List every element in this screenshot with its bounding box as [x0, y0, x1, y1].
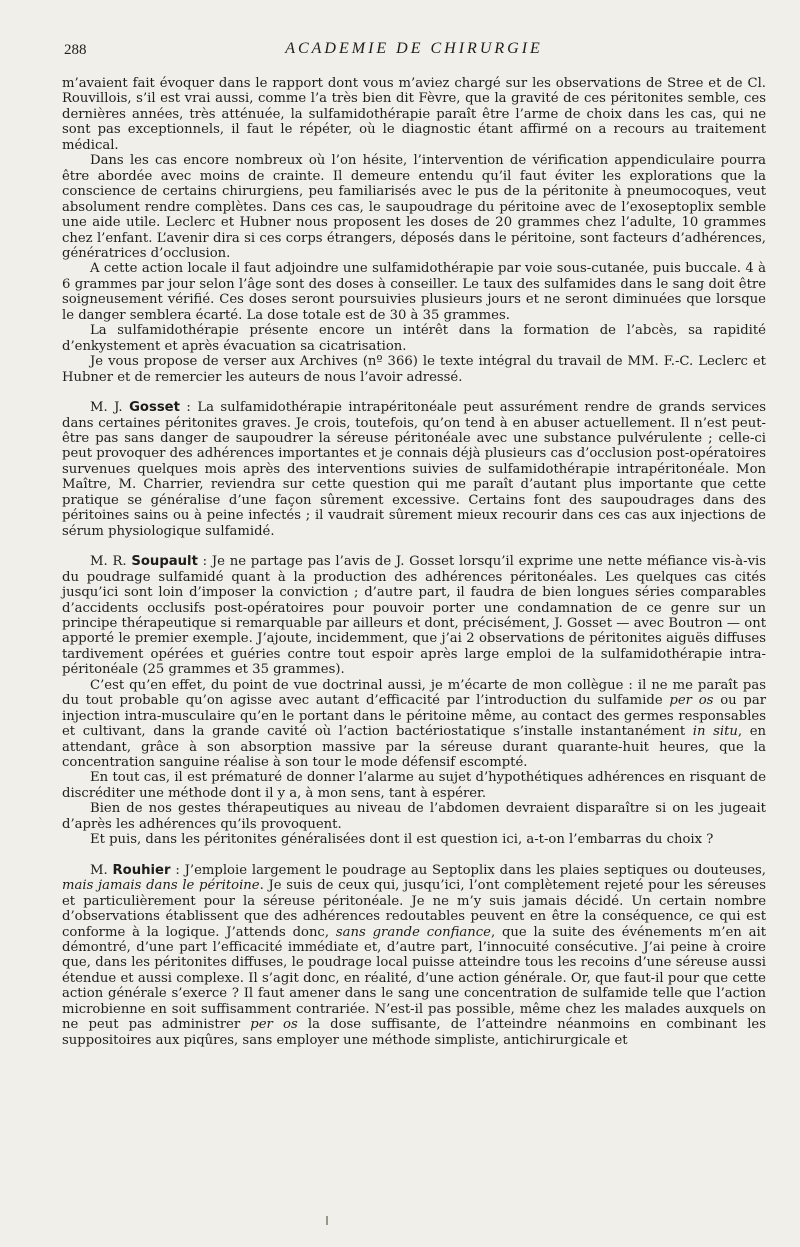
paragraph: [62, 678, 766, 771]
paragraph: Dans les cas encore nombreux où l’on hésite, l’intervention de vérification appendiculaire pourra être abordée avec moins de crainte. Il demeure entendu qu’il faut éviter les explorations que la conscience de certains chirurgiens, peu familiarisés avec le pus de la péritonite à pneumocoques, veut absolument rendre complètes. Dans ces cas, le saupoudrage du péritoine avec de l’exoseptoplix semble une aide utile. Leclerc et Hubner nous proposent les doses de 20 grammes chez l’adulte, 10 grammes chez l’enfant. L’avenir dira si ces corps étrangers, déposés dans le péritoine, sont facteurs d’adhérences, génératrices d’occlusion.: [62, 153, 766, 261]
text-run: ou par injection intra-musculaire qu’en le portant dans le péritoine même, au contact des germes responsables et cultivant, dans la grande cavité où l’action bactériostatique s’installe instantanément: [62, 693, 766, 740]
intervention-text: : La sulfamidothérapie intrapéritonéale peut assurément rendre de grands services dans certaines péritonites graves. Je crois, toutefois, qu’on tend à en abuser actuellement. Il n’est peut-être pas sans danger de saupoudrer la séreuse péritonéale avec une substance pulvérulente ; celle-ci peut provoquer des adhérences importantes et je connais déjà plusieurs cas d’occlusion post-opératoires survenues quelques mois après des interventions suivies de sulfamidothérapie intrapéritonéale. Mon Maître, M. Charrier, reviendra sur cette question qui me paraît d’autant plus importante que cette pratique se généralise d’une façon sûrement excessive. Certains font des saupoudrages dans des péritoines sains ou à peine infectés ; il vaudrait sûrement mieux recourir dans ces cas aux injections de sérum physiologique sulfamidé.: [62, 400, 766, 539]
speaker-prefix: M. R.: [90, 554, 132, 570]
text-run: . Je suis de ceux qui, jusqu’ici, l’ont complètement rejeté pour les séreuses et particulièrement pour la séreuse péritonéale. Je ne m’y suis jamais décidé. Un certain nombre d’observations établissent que des adhérences redoutables peuvent en être la conséquence, ce qui est conforme à la logique. J’attends donc,: [62, 878, 766, 940]
journal-title: ACADEMIE DE CHIRURGIE: [285, 40, 543, 57]
text-run: C’est qu’en effet, du point de vue doctrinal aussi, je m’écarte de mon collègue : il ne me paraît pas du tout probable qu’on agisse avec autant d’efficacité par l’introduction du sulfamide: [62, 677, 766, 709]
paragraph-continued: m’avaient fait évoquer dans le rapport dont vous m’aviez chargé sur les observations de Stree et de Cl. Rouvillois, s’il est vrai aussi, comme l’a très bien dit Fèvre, que la gravité de ces péritonites semble, ces dernières années, très atténuée, la sulfamidothérapie paraît être l’arme de choix dans les cas, qui ne sont pas exceptionnels, il faut le répéter, où le diagnostic étant affirmé on a recours au traitement médical.: [62, 76, 766, 153]
paragraph: A cette action locale il faut adjoindre une sulfamidothérapie par voie sous-cutanée, puis buccale. 4 à 6 grammes par jour selon l’âge sont des doses à conseiller. Le taux des sulfamides dans le sang doit être soigneusement vérifié. Ces doses seront poursuivies plusieurs jours et ne seront diminuées que lorsque le danger semblera écarté. La dose totale est de 30 à 35 grammes.: [62, 261, 766, 323]
text-run: : J’emploie largement le poudrage au Septoplix dans les plaies septiques ou douteuses,: [170, 862, 766, 878]
running-head: [64, 40, 764, 62]
italic-run: per os: [250, 1017, 298, 1033]
paragraph: Je vous propose de verser aux Archives (nº 366) le texte intégral du travail de MM. F.-C. Leclerc et Hubner et de remercier les auteurs de nous l’avoir adressé.: [62, 354, 766, 385]
page-number: 288: [64, 42, 87, 58]
text-run: la dose suffisante, de l’atteindre néanmoins en combinant les suppositoires aux piqûres, sans employer une méthode simpliste, antichirurgicale et: [62, 1017, 767, 1048]
speaker-prefix: M.: [90, 862, 113, 878]
italic-run: in situ: [692, 724, 738, 740]
speaker-name: Soupault: [131, 554, 198, 570]
paragraph: Et puis, dans les péritonites généralisées dont il est question ici, a-t-on l’embarras du choix ?: [90, 832, 714, 848]
intervention-gosset: [62, 400, 766, 539]
speaker-name: Gosset: [129, 400, 180, 416]
text-run: , en attendant, grâce à son absorption massive par la séreuse durant quarante-huit heures, que la concentration sanguine réalise à son tour le mode défensif escompté.: [62, 724, 767, 771]
text-run: , que la suite des événements m’en ait démontré, d’une part l’efficacité immédiate et, d’autre part, l’innocuité consécutive. J’ai peine à croire que, dans les péritonites diffuses, le poudrage local puisse atteindre tous les recoins d’une séreuse aussi étendue et aussi complexe. Il s’agit donc, en réalité, d’une action générale. Or, que faut-il pour que cette action générale s’exerce ? Il faut amener dans le sang une concentration de sulfamide telle que l’action microbienne en soit suffisamment contrariée. N’est-il pas possible, même chez les malades auxquels on ne peut pas administrer: [62, 924, 766, 1033]
print-mark: [326, 1216, 328, 1225]
italic-run: sans grande confiance: [335, 924, 491, 940]
intervention-soupault: [62, 554, 766, 678]
paragraph: La sulfamidothérapie présente encore un intérêt dans la formation de l’abcès, sa rapidité d’enkystement et après évacuation sa cicatrisation.: [62, 323, 766, 354]
paragraph: En tout cas, il est prématuré de donner l’alarme au sujet d’hypothétiques adhérences en risquant de discréditer une méthode dont il y a, à mon sens, tant à espérer.: [62, 770, 766, 801]
speaker-name: Rouhier: [112, 862, 171, 878]
intervention-rouhier: [62, 863, 766, 1048]
intervention-text: : Je ne partage pas l’avis de J. Gosset lorsqu’il exprime une nette méfiance vis-à-vis du poudrage sulfamidé quant à la production des adhérences péritonéales. Les quelques cas cités jusqu’ici sont loin d’imposer la conviction ; d’autre part, il faudra de bien longues séries comparables d’accidents occlusifs post-opératoires pour pouvoir porter une condamnation de ce genre sur un principe thérapeutique si remarquable par ailleurs et dont, précisément, J. Gosset — avec Boutron — ont apporté le premier exemple. J’ajoute, incidemment, que j’ai 2 observations de péritonites aiguës diffuses tardivement opérées et guéries contre tout espoir après large emploi de la sulfamidothérapie intra-péritonéale (25 grammes et 35 grammes).: [62, 554, 766, 678]
speaker-prefix: M. J.: [90, 400, 130, 416]
paragraph: Bien de nos gestes thérapeutiques au niveau de l’abdomen devraient disparaître si on les jugeait d’après les adhérences qu’ils provoquent.: [62, 801, 766, 832]
italic-run: per os: [669, 693, 714, 709]
italic-run: mais jamais dans le péritoine: [62, 878, 260, 894]
article-body: [62, 76, 766, 1048]
